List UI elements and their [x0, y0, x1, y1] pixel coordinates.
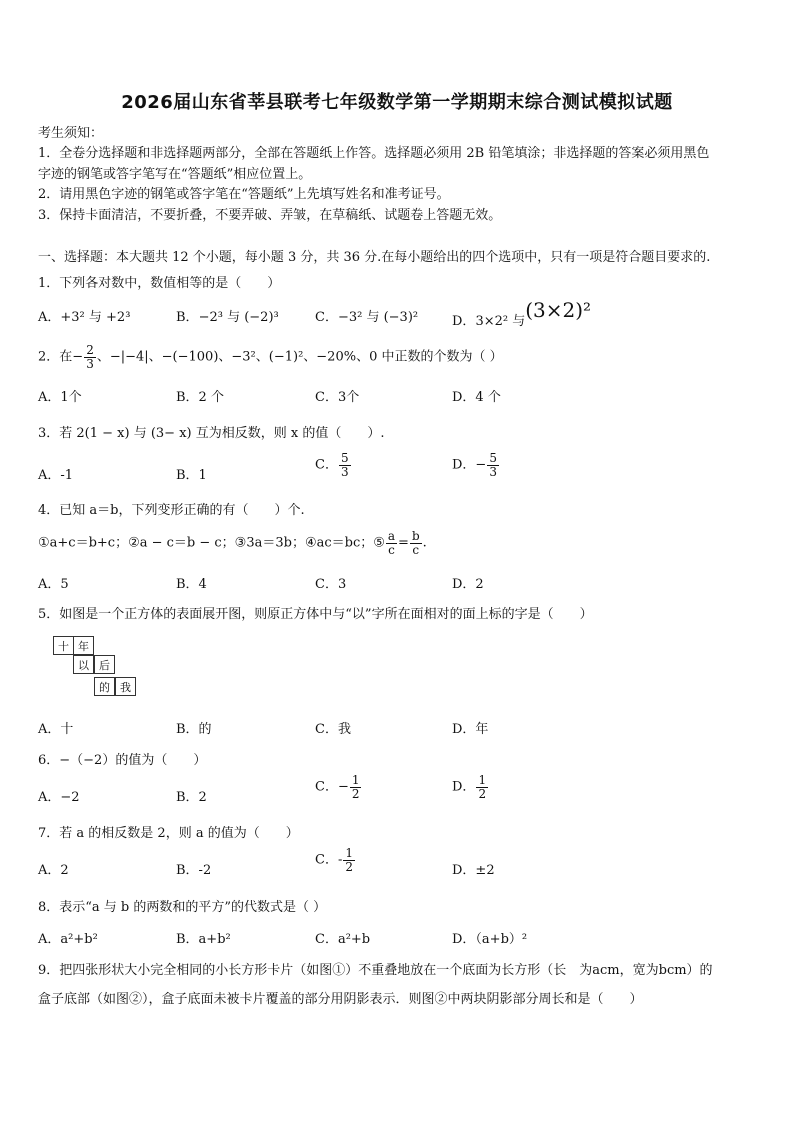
q8-option-a: A．a²+b² — [38, 932, 98, 947]
q8-option-d: D．（a+b）² — [452, 932, 528, 947]
q5-option-a: A．十 — [38, 722, 74, 737]
q1-option-c: C．−3² 与 (−3)² — [315, 310, 419, 325]
q6-option-d: D． $\frac{1}{2}$ — [452, 773, 487, 801]
q2-option-c: C．3个 — [315, 390, 360, 405]
q7-option-b: B．-2 — [176, 863, 212, 878]
q2-fraction: $\frac{2}{3}$ — [86, 343, 94, 371]
q3-option-a: A．-1 — [38, 468, 74, 483]
q4-option-c: C．3 — [315, 577, 347, 592]
q4-statements: ①a+c＝b+c；②a − c＝b − c；③3a＝3b；④ac＝bc；⑤ $\frac{a}{c}$ = $\frac{b}{c}$ . — [38, 529, 427, 557]
q4-option-a: A．5 — [38, 577, 69, 592]
question-9-stem-line1: 9．把四张形状大小完全相同的小长方形卡片（如图①）不重叠地放在一个底面为长方形（长 为acm，宽为bcm）的 — [38, 963, 713, 978]
section-heading: 一、选择题：本大题共 12 个小题，每小题 3 分，共 36 分.在每小题给出的四个选项中，只有一项是符合题目要求的. — [38, 250, 711, 265]
q7-option-d: D．±2 — [452, 863, 495, 878]
q2-option-a: A．1个 — [38, 390, 82, 405]
q1-option-a: A．+3² 与 +2³ — [38, 310, 131, 325]
notice-heading: 考生须知： — [38, 126, 104, 141]
q8-option-c: C．a²+b — [315, 932, 371, 947]
q6-option-b: B．2 — [176, 790, 207, 805]
q6-option-c: C．− $\frac{1}{2}$ — [315, 773, 360, 801]
notice-item: 2．请用黑色字迹的钢笔或答字笔在“答题纸”上先填写姓名和准考证号。 — [38, 187, 450, 202]
question-1-stem: 1．下列各对数中，数值相等的是（ ） — [38, 276, 281, 291]
q5-option-d: D．年 — [452, 722, 489, 737]
question-9-stem-line2: 盒子底部（如图②），盒子底面未被卡片覆盖的部分用阴影表示．则图②中两块阴影部分周长和是（ ） — [38, 992, 643, 1007]
question-2-stem: 2．在− $\frac{2}{3}$ 、−|−4|、−(−100)、−3²、(−1)²、−20%、0 中正数的个数为（ ） — [38, 343, 503, 371]
notice-item: 字迹的钢笔或答字笔写在“答题纸”相应位置上。 — [38, 167, 312, 182]
q4-option-d: D．2 — [452, 577, 484, 592]
q3-option-d: D．− $\frac{5}{3}$ — [452, 451, 497, 479]
net-cell: 以 — [73, 655, 94, 674]
q5-option-c: C．我 — [315, 722, 351, 737]
q3-option-b: B．1 — [176, 468, 207, 483]
q2-option-b: B．2 个 — [176, 390, 224, 405]
q7-option-c: C．- $\frac{1}{2}$ — [315, 846, 353, 874]
q1-option-d: D．3×2² 与(3×2)² — [452, 298, 592, 329]
net-cell: 年 — [73, 636, 94, 655]
q2-option-d: D．4 个 — [452, 390, 501, 405]
q7-option-a: A．2 — [38, 863, 69, 878]
question-6-stem: 6．−（−2）的值为（ ） — [38, 753, 207, 768]
question-7-stem: 7．若 a 的相反数是 2，则 a 的值为（ ） — [38, 826, 299, 841]
net-cell: 的 — [94, 677, 115, 696]
notice-item: 1．全卷分选择题和非选择题两部分，全部在答题纸上作答。选择题必须用 2B 铅笔填涂；非选择题的答案必须用黑色 — [38, 146, 710, 161]
question-5-stem: 5．如图是一个正方体的表面展开图，则原正方体中与“以”字所在面相对的面上标的字是（ ） — [38, 607, 593, 622]
page-title: 2026届山东省莘县联考七年级数学第一学期期末综合测试模拟试题 — [121, 92, 673, 113]
q3-option-c: C． $\frac{5}{3}$ — [315, 451, 349, 479]
net-cell: 后 — [94, 655, 115, 674]
notice-item: 3．保持卡面清洁，不要折叠，不要弄破、弄皱，在草稿纸、试题卷上答题无效。 — [38, 208, 502, 223]
q6-option-a: A．−2 — [38, 790, 80, 805]
net-cell: 我 — [115, 677, 136, 696]
question-4-stem: 4．已知 a＝b，下列变形正确的有（ ）个. — [38, 503, 305, 518]
q8-option-b: B．a+b² — [176, 932, 231, 947]
q1-option-b: B．−2³ 与 (−2)³ — [176, 310, 279, 325]
q5-option-b: B．的 — [176, 722, 212, 737]
question-8-stem: 8．表示“a 与 b 的两数和的平方”的代数式是（ ） — [38, 900, 327, 915]
question-3-stem: 3．若 2(1 − x) 与 (3− x) 互为相反数，则 x 的值（ ）. — [38, 426, 385, 441]
q4-option-b: B．4 — [176, 577, 207, 592]
net-cell: 十 — [53, 636, 74, 655]
